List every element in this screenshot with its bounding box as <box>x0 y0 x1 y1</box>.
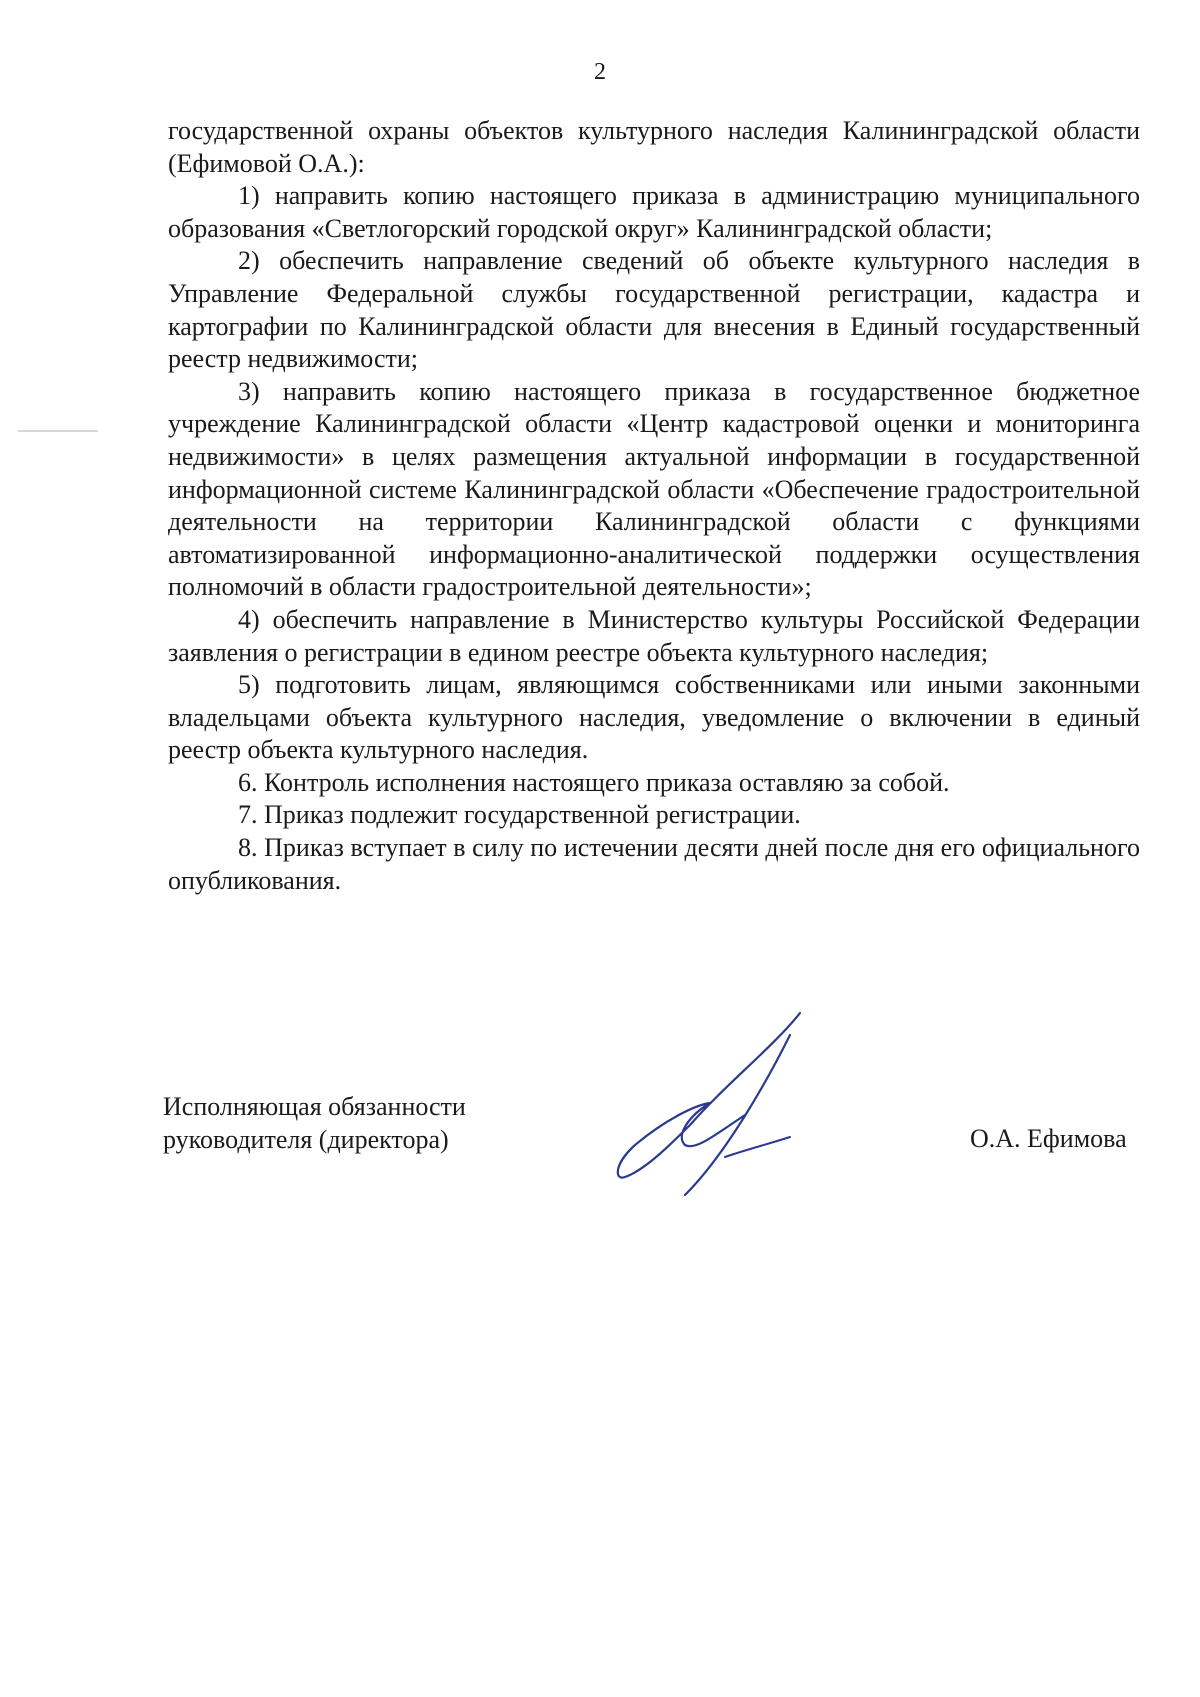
document-body <box>168 115 1140 897</box>
signature-stroke-descender <box>685 1035 790 1195</box>
handwritten-signature <box>615 1005 815 1205</box>
paragraph-point-6: 6. Контроль исполнения настоящего приказа оставляю за собой. <box>238 767 950 797</box>
signer-position-line-2: руководителя (директора) <box>163 1125 449 1154</box>
paragraph-item-2: 2) обеспечить направление сведений об объекте культурного наследия в Управление Федеральной службы государственной регистрации, кадастра и картографии по Калининградской области для внесения в Единый государственный реестр недвижимости; <box>168 246 1140 374</box>
paragraph-item-4: 4) обеспечить направление в Министерство культуры Российской Федерации заявления о регистрации в едином реестре объекта культурного наследия; <box>168 604 1140 667</box>
signer-position-line-1: Исполняющая обязанности <box>163 1092 466 1121</box>
paragraph-item-3: 3) направить копию настоящего приказа в государственное бюджетное учреждение Калининградской области «Центр кадастровой оценки и мониторинга недвижимости» в целях размещения актуальной информации в государственной информационной системе Калининградской области «Обеспечение градостроительной деятельности на территории Калининградской области с функциями автоматизированной информационно-аналитической поддержки осуществления полномочий в области градостроительной деятельности»; <box>168 376 1140 602</box>
page-number: 2 <box>594 59 606 85</box>
signature-stroke-main <box>618 1013 800 1178</box>
paragraph-item-5: 5) подготовить лицам, являющимся собственниками или иными законными владельцами объекта культурного наследия, уведомление о включении в единый реестр объекта культурного наследия. <box>168 670 1140 765</box>
scan-artifact <box>18 430 98 432</box>
paragraph-point-8: 8. Приказ вступает в силу по истечении десяти дней после дня его официального опубликования. <box>168 833 1140 895</box>
paragraph-intro: государственной охраны объектов культурного наследия Калининградской области (Ефимовой О.А.): <box>168 116 1140 178</box>
paragraph-item-1: 1) направить копию настоящего приказа в администрацию муниципального образования «Светлогорский городской округ» Калининградской области; <box>168 181 1140 243</box>
paragraph-point-7: 7. Приказ подлежит государственной регистрации. <box>238 800 801 830</box>
signature-stroke-tail <box>725 1137 790 1157</box>
signer-name: О.А. Ефимова <box>970 1124 1127 1153</box>
signer-position <box>163 1090 466 1156</box>
